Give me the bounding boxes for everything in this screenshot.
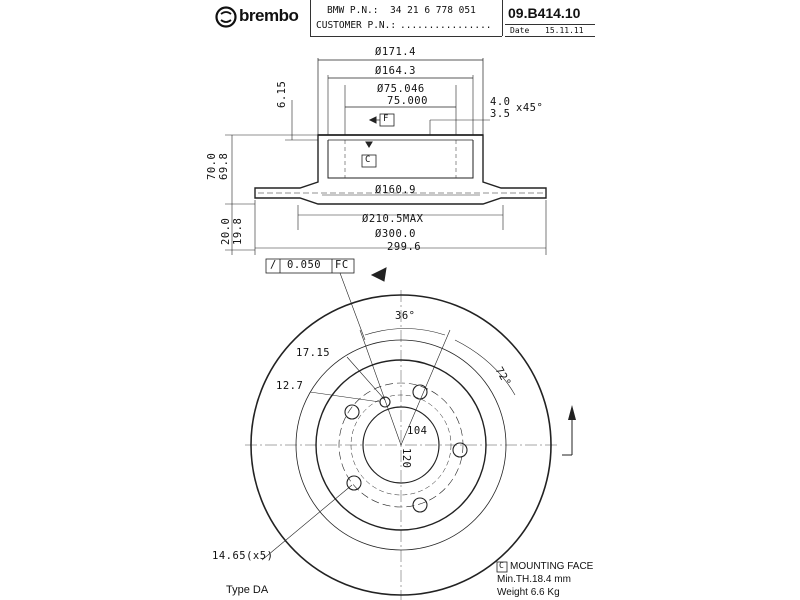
brand-name: brembo — [239, 6, 299, 25]
bolt-hole — [413, 498, 427, 512]
drawing-number: 09.B414.10 — [508, 5, 581, 21]
mounting-face-label: MOUNTING FACE — [510, 561, 594, 572]
bmw-pn-label: BMW P.N.: — [327, 5, 379, 16]
customer-pn-value: ................ — [400, 20, 492, 31]
customer-pn-label: CUSTOMER P.N.: — [316, 20, 397, 31]
tolerance-symbol: / — [270, 259, 277, 271]
dim-d127: 12.7 — [276, 380, 304, 392]
min-thickness: Min.TH.18.4 mm — [497, 574, 571, 585]
dim-h20a: 20.0 — [220, 217, 232, 245]
dim-chamfer-a: 4.0 — [490, 96, 511, 108]
weight: Weight 6.6 Kg — [497, 587, 560, 598]
bolt-hole — [347, 476, 361, 490]
dim-d1465: 14.65(x5) — [212, 550, 274, 562]
bolt-hole — [413, 385, 427, 399]
datum-f: F — [383, 114, 389, 124]
dim-d164: Ø164.3 — [375, 65, 416, 77]
dim-d75b: 75.000 — [387, 95, 428, 107]
dim-d171: Ø171.4 — [375, 46, 416, 58]
dim-d104: 104 — [407, 425, 428, 437]
dim-h615: 6.15 — [276, 80, 288, 108]
dim-h70b: 69.8 — [218, 152, 230, 180]
date-value: 15.11.11 — [545, 26, 584, 35]
bmw-pn-value: 34 21 6 778 051 — [390, 5, 476, 16]
dim-chamfer-b: 3.5 — [490, 108, 511, 120]
dim-d75a: Ø75.046 — [377, 83, 425, 95]
dim-chamfer-x: x45° — [516, 102, 544, 114]
datum-c: C — [365, 155, 371, 165]
dim-h70a: 70.0 — [206, 152, 218, 180]
type-label: Type DA — [226, 584, 269, 596]
centering-pin — [380, 397, 390, 407]
dim-h20b: 19.8 — [232, 217, 244, 245]
dim-d2105: Ø210.5MAX — [362, 213, 424, 225]
tolerance-ref: FC — [335, 259, 349, 271]
dim-d120: 120 — [400, 448, 412, 469]
date-label: Date — [510, 26, 530, 35]
mounting-face-symbol: C — [499, 561, 504, 570]
dim-angle72: 72° — [492, 365, 514, 389]
dim-d300a: Ø300.0 — [375, 228, 416, 240]
tolerance-value: 0.050 — [287, 259, 322, 271]
dim-d300b: 299.6 — [387, 241, 422, 253]
dim-d1609: Ø160.9 — [375, 184, 416, 196]
dim-angle36: 36° — [395, 310, 416, 322]
dim-d1715: 17.15 — [296, 347, 331, 359]
